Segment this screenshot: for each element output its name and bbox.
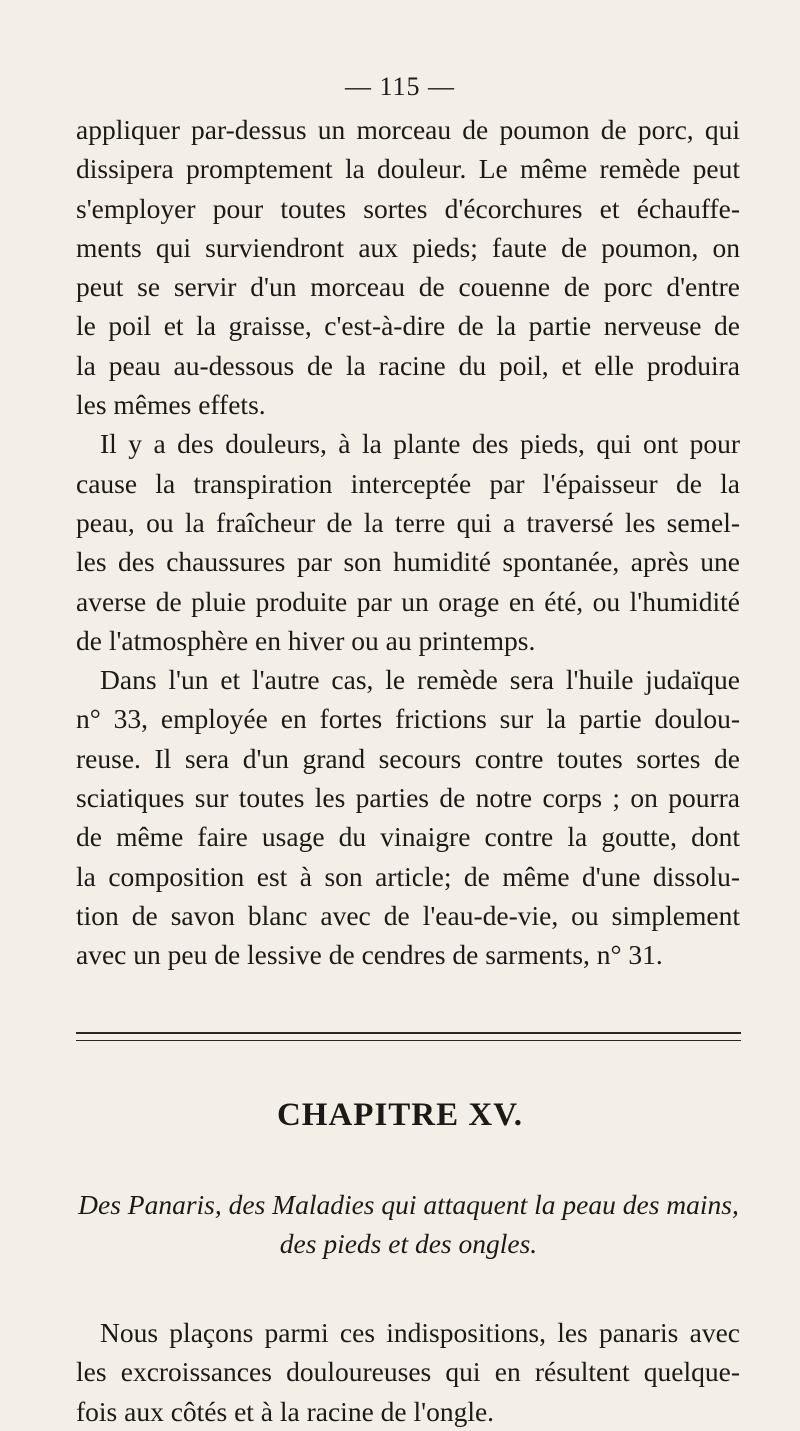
text-line: les mêmes effets.	[76, 389, 266, 421]
text-line: s'employer pour toutes sortes d'écorchures et échauffe-	[76, 192, 740, 224]
chapter-subtitle	[76, 1185, 741, 1263]
chapter-heading: CHAPITRE XV.	[276, 1097, 524, 1133]
text-line: les excroissances douloureuses qui en résultent quelque-	[76, 1356, 740, 1388]
section-divider	[76, 1032, 741, 1041]
body-text-upper	[76, 110, 740, 975]
text-line: n° 33, employée en fortes frictions sur la partie doulou-	[76, 703, 740, 735]
text-line: appliquer par-dessus un morceau de poumon de porc, qui	[76, 114, 740, 145]
text-line: fois aux côtés et à la racine de l'ongle.	[76, 1395, 495, 1427]
body-text-lower	[76, 1313, 740, 1431]
text-line: de l'atmosphère en hiver ou au printemps.	[76, 624, 536, 656]
text-line: tion de savon blanc avec de l'eau-de-vie, ou simplement	[76, 899, 740, 931]
text-line: la composition est à son article; de même d'une dissolu-	[76, 860, 740, 892]
text-line: peut se servir d'un morceau de couenne de porc d'entre	[76, 271, 740, 303]
text-line: averse de pluie produite par un orage en été, ou l'humidité	[76, 585, 740, 617]
text-line: la peau au-dessous de la racine du poil, et elle produira	[76, 349, 740, 381]
text-line: sciatiques sur toutes les parties de notre corps ; on pourra	[76, 782, 740, 814]
text-line: Nous plaçons parmi ces indispositions, les panaris avec	[100, 1317, 740, 1348]
text-line: avec un peu de lessive de cendres de sarments, n° 31.	[76, 939, 663, 971]
text-line: reuse. Il sera d'un grand secours contre toutes sortes de	[76, 742, 740, 774]
subtitle-line: Des Panaris, des Maladies qui attaquent la peau des mains,	[78, 1189, 739, 1220]
text-line: Il y a des douleurs, à la plante des pieds, qui ont pour	[100, 428, 740, 460]
page-number: — 115 —	[344, 72, 456, 101]
text-line: dissipera promptement la douleur. Le même remède peut	[76, 153, 740, 185]
text-line: les des chaussures par son humidité spontanée, après une	[76, 546, 740, 578]
text-line: de même faire usage du vinaigre contre la goutte, dont	[76, 821, 740, 853]
subtitle-line: des pieds et des ongles.	[279, 1228, 538, 1259]
text-line: le poil et la graisse, c'est-à-dire de la partie nerveuse de	[76, 310, 740, 342]
text-line: Dans l'un et l'autre cas, le remède sera l'huile judaïque	[100, 664, 740, 696]
text-line: peau, ou la fraîcheur de la terre qui a traversé les semel-	[76, 506, 740, 538]
text-line: cause la transpiration interceptée par l'épaisseur de la	[76, 467, 740, 499]
text-line: ments qui surviendront aux pieds; faute de poumon, on	[76, 231, 740, 263]
